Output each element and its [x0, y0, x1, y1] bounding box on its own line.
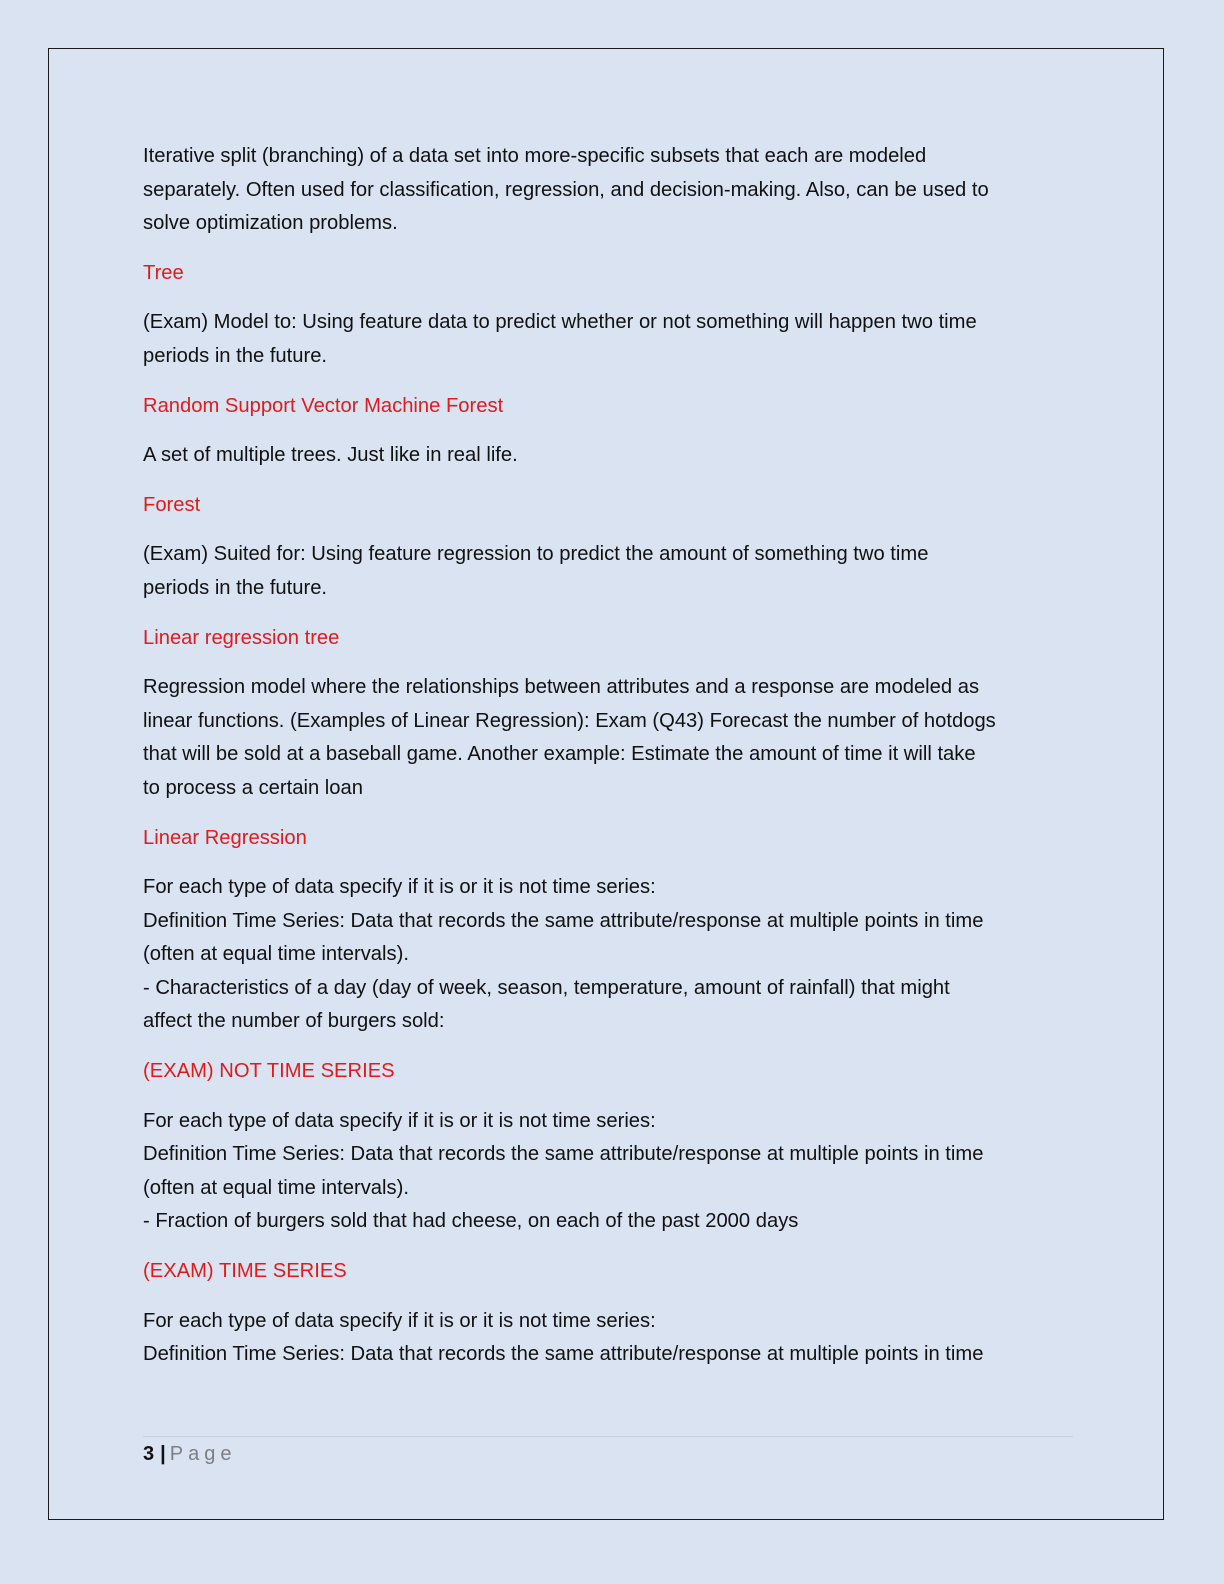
text-line: Linear regression tree — [143, 626, 340, 649]
text-line: linear functions. (Examples of Linear Regression): Exam (Q43) Forecast the number of hotdogs — [143, 709, 996, 732]
page-label: Page — [169, 1443, 237, 1465]
answer-term — [143, 489, 1078, 523]
answer-term — [143, 257, 1078, 291]
text-line: Regression model where the relationships between attributes and a response are modeled as — [143, 676, 980, 699]
text-line: - Fraction of burgers sold that had cheese, on each of the past 2000 days — [143, 1210, 799, 1233]
page-number: 3 — [143, 1443, 155, 1465]
text-line: (often at equal time intervals). — [143, 1176, 409, 1199]
text-line: - Characteristics of a day (day of week, season, temperature, amount of rainfall) that might — [143, 976, 950, 999]
definition-paragraph — [143, 871, 1078, 1039]
text-line: (often at equal time intervals). — [143, 943, 409, 966]
text-line: solve optimization problems. — [143, 212, 398, 235]
text-line: For each type of data specify if it is or it is not time series: — [143, 876, 656, 899]
text-line: (Exam) Model to: Using feature data to predict whether or not something will happen two time — [143, 311, 977, 334]
answer-term — [143, 822, 1078, 856]
answer-term — [143, 1255, 1078, 1289]
answer-term — [143, 390, 1078, 424]
text-line: Forest — [143, 493, 201, 516]
text-line: periods in the future. — [143, 576, 328, 599]
text-line: affect the number of burgers sold: — [143, 1010, 445, 1033]
text-line: Definition Time Series: Data that records the same attribute/response at multiple points in time — [143, 1343, 984, 1366]
definition-paragraph — [143, 140, 1078, 241]
text-line: Random Support Vector Machine Forest — [143, 394, 504, 417]
answer-term — [143, 1055, 1078, 1089]
text-line: separately. Often used for classification, regression, and decision-making. Also, can be used to — [143, 178, 989, 201]
text-line: (Exam) Suited for: Using feature regression to predict the amount of something two time — [143, 543, 929, 566]
definition-paragraph — [143, 1305, 1078, 1372]
definition-paragraph — [143, 671, 1078, 805]
footer-separator: | — [160, 1443, 166, 1465]
text-line: that will be sold at a baseball game. Another example: Estimate the amount of time it will take — [143, 743, 976, 766]
text-line: Iterative split (branching) of a data set into more-specific subsets that each are modeled — [143, 145, 927, 167]
text-line: (EXAM) TIME SERIES — [143, 1260, 347, 1283]
text-line: periods in the future. — [143, 344, 328, 367]
page-footer — [143, 1440, 236, 1468]
text-line: For each type of data specify if it is or it is not time series: — [143, 1309, 656, 1332]
definition-paragraph — [143, 538, 1078, 605]
text-line: Tree — [143, 261, 184, 284]
answer-term — [143, 622, 1078, 656]
text-line: (EXAM) NOT TIME SERIES — [143, 1060, 395, 1083]
document-body — [143, 140, 1078, 1388]
footer-divider — [143, 1436, 1073, 1437]
definition-paragraph — [143, 306, 1078, 373]
text-line: Definition Time Series: Data that records the same attribute/response at multiple points in time — [143, 1143, 984, 1166]
text-line: A set of multiple trees. Just like in real life. — [143, 444, 518, 467]
text-line: to process a certain loan — [143, 776, 363, 799]
text-line: For each type of data specify if it is or it is not time series: — [143, 1109, 656, 1132]
text-line: Definition Time Series: Data that records the same attribute/response at multiple points in time — [143, 909, 984, 932]
definition-paragraph — [143, 439, 1078, 473]
definition-paragraph — [143, 1105, 1078, 1239]
text-line: Linear Regression — [143, 826, 307, 849]
